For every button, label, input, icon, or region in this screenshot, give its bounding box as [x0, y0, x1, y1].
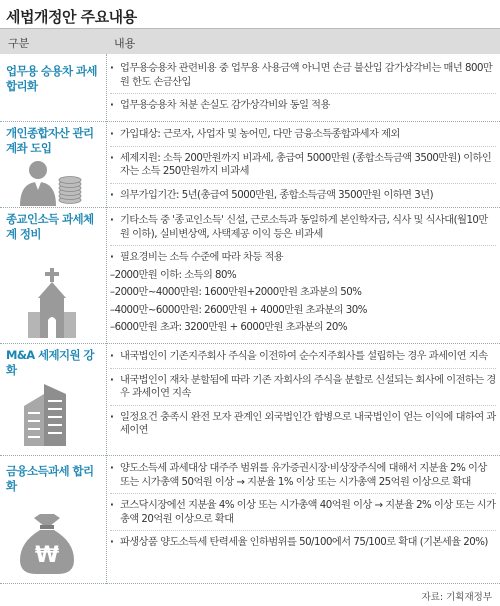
list-item: · 기타소득 중 '종교인소득' 신설, 근로소득과 동일하게 본인학자금, 식사 및 식사대(월10만원 이하), 실비변상액, 사택제공 이익 등은 비과세: [110, 214, 496, 241]
row-label: 종교인소득 과세체계 정비: [6, 212, 94, 241]
row-label: M&A 세제지원 강화: [6, 348, 94, 377]
table-row: [0, 208, 500, 344]
table-header: [0, 28, 500, 54]
church-icon: [24, 268, 80, 338]
header-category: 구분: [8, 37, 30, 50]
table-row: [0, 122, 500, 208]
row-label: 업무용 승용차 과세 합리화: [6, 64, 97, 93]
list-item: · 업무용승용차 처분 손실도 감가상각비와 동일 적용: [110, 99, 496, 113]
table-row: [0, 344, 500, 456]
list-item: · 내국법인이 기존지주회사 주식을 이전하여 순수지주회사를 설립하는 경우 과세이연 지속: [110, 350, 496, 364]
table-row: [0, 54, 500, 122]
list-item: · 내국법인이 재차 분할됨에 따라 기존 자회사의 주식을 분할로 신설되는 회사에 이전하는 경우 과세이연 지속: [110, 374, 496, 401]
list-item: · 세제지원: 소득 200만원까지 비과세, 총급여 5000만원 (종합소득금액 3500만원) 이하인 자는 소득 250만원까지 비과세: [110, 152, 496, 179]
list-item: · 일정요건 충족시 완전 모자 관계인 외국법인간 합병으로 내국법인이 얻는 이익에 대하여 과세이연: [110, 411, 496, 438]
list-item: –2000만원 이하: 소득의 80%: [110, 269, 237, 281]
page-title: 세법개정안 주요내용: [6, 8, 137, 26]
source-note: 자료: 기획재정부: [421, 592, 492, 603]
row-label: 금융소득과세 합리화: [6, 464, 94, 493]
list-item: · 의무가입기간: 5년(총급여 5000만원, 종합소득금액 3500만원 이하면 3년): [110, 189, 496, 203]
list-item: –2000만~4000만원: 1600만원+2000만원 초과분의 50%: [110, 287, 362, 298]
list-item: · 가입대상: 근로자, 사업자 및 농어민, 다만 금융소득종합과세자 제외: [110, 128, 496, 142]
list-item: –4000만~6000만원: 2600만원 + 4000만원 초과분의 30%: [110, 304, 367, 316]
person-coins-icon: [14, 160, 86, 206]
svg-text:₩: ₩: [34, 543, 60, 568]
list-item: · 파생상품 양도소득세 탄력세율 인하범위를 50/100에서 75/100로 확대 (기본세율 20%): [110, 536, 496, 550]
list-item: · 코스닥시장에선 지분율 4% 이상 또는 시가총액 40억원 이상 → 지분율 2% 이상 또는 시가총액 20억원 이상으로 확대: [110, 499, 496, 526]
list-item: · 양도소득세 과세대상 대주주 범위를 유가증권시장·비상장주식에 대해서 지분율 2% 이상 또는 시가총액 50억원 이상 → 지분율 1% 이상 또는 시가총액 25억원 이상으로 확대: [110, 462, 496, 489]
header-content: 내용: [114, 37, 136, 50]
row-label: 개인종합자산 관리계좌 도입: [6, 126, 94, 155]
table-row: [0, 456, 500, 584]
list-item: –6000만원 초과: 3200만원 + 6000만원 초과분의 20%: [110, 322, 348, 333]
list-item: · 업무용승용차 관련비용 중 업무용 사용금액 아니면 손금 불산입 감가상각비는 매년 800만원 한도 손금산입: [110, 62, 496, 89]
list-item: · 필요경비는 소득 수준에 따라 차등 적용: [110, 251, 496, 265]
money-bag-icon: [14, 512, 80, 578]
buildings-icon: [14, 384, 76, 446]
